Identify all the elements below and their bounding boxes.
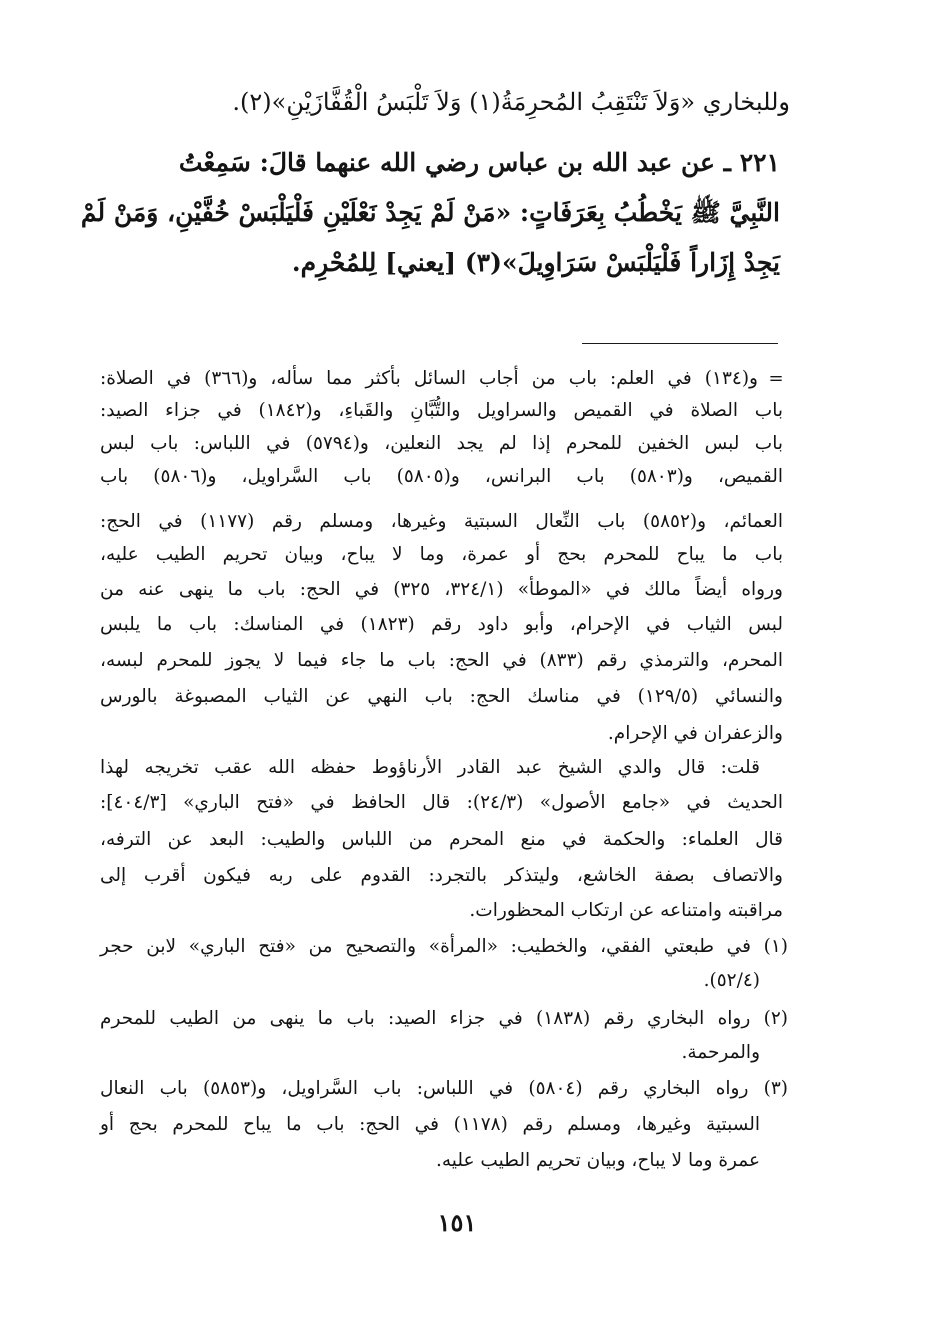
footnote-separator (582, 343, 778, 344)
footnote-3-line-3: عمرة وما لا يباح، وبيان تحريم الطيب عليه. (435, 1150, 760, 1171)
continuation-marker: = (768, 368, 784, 389)
page-number: ١٥١ (437, 1208, 477, 1237)
footnote-1-line-2: (٥٢/٤). (703, 970, 760, 991)
footnote-2-line-1: (٢) رواه البخاري رقم (١٨٣٨) في جزاء الصيد: باب ما ينهى من الطيب للمحرم (100, 1008, 788, 1029)
editor-note-line-5: مراقبته وامتناعه عن ارتكاب المحظورات. (469, 900, 783, 921)
footnote-1-line-1: (١) في طبعتي الفقي، والخطيب: «المرأة» والتصحيح من «فتح الباري» لابن حجر (100, 936, 788, 957)
intro-line: وللبخاري «وَلاَ تَنْتَقِبُ المُحرِمَةُ(١) وَلاَ تَلْبَسُ الْقُفَّازَيْنِ»(٢). (232, 88, 790, 116)
footnote-continuation-line-6: باب ما يباح للمحرم بحج أو عمرة، وما لا يباح، وبيان تحريم الطيب عليه، (100, 544, 783, 565)
footnote-continuation-line-1: و(١٣٤) في العلم: باب من أجاب السائل بأكثر مما سأله، و(٣٦٦) في الصلاة: (100, 368, 758, 389)
editor-note-line-2: الحديث في «جامع الأصول» (٢٤/٣): قال الحافظ في «فتح الباري» [٤٠٤/٣]: (100, 792, 783, 813)
footnote-continuation-line-11: والزعفران في الإحرام. (607, 723, 783, 744)
footnote-continuation-line-2: باب الصلاة في القميص والسراويل والتُّبَّانِ والقَباءِ، و(١٨٤٢) في جزاء الصيد: (100, 400, 783, 421)
hadith-line-1: ٢٢١ ـ عن عبد الله بن عباس رضي الله عنهما قالَ: سَمِعْتُ (178, 148, 780, 177)
editor-note-line-4: والاتصاف بصفة الخاشع، وليتذكر بالتجرد: القدوم على ربه فيكون أقرب إلى (100, 865, 783, 886)
footnote-continuation-line-3: باب لبس الخفين للمحرم إذا لم يجد النعلين، و(٥٧٩٤) في اللباس: باب لبس (100, 433, 783, 454)
footnote-2-line-2: والمرحمة. (681, 1042, 760, 1063)
editor-note-line-1: قلت: قال والدي الشيخ عبد القادر الأرناؤوط حفظه الله عقب تخريجه لهذا (100, 757, 760, 778)
footnote-continuation-line-7: ورواه أيضاً مالك في «الموطأ» (٣٢٤/١، ٣٢٥) في الحج: باب ما ينهى عنه من (100, 579, 783, 600)
footnote-continuation-line-10: والنسائي (١٢٩/٥) في مناسك الحج: باب النهي عن الثياب المصبوغة بالورس (100, 686, 783, 707)
footnote-continuation-line-4: القميص، و(٥٨٠٣) باب البرانس، و(٥٨٠٥) باب السَّراويل، و(٥٨٠٦) باب (100, 466, 783, 487)
footnote-continuation-line-8: لبس الثياب في الإحرام، وأبو داود رقم (١٨٢٣) في المناسك: باب ما يلبس (100, 614, 784, 635)
footnote-3-line-1: (٣) رواه البخاري رقم (٥٨٠٤) في اللباس: باب السَّراويل، و(٥٨٥٣) باب النعال (100, 1078, 789, 1099)
hadith-line-2: النَّبِيَّ ﷺ يَخْطُبُ بِعَرَفَاتٍ: «مَنْ لَمْ يَجِدْ نَعْلَيْنِ فَلْيَلْبَسْ خُفَّيْنِ، وَمَنْ لَمْ (80, 198, 780, 227)
footnote-3-line-2: السبتية وغيرها، ومسلم رقم (١١٧٨) في الحج: باب ما يباح للمحرم بحج أو (100, 1114, 760, 1135)
footnote-continuation-line-9: المحرم، والترمذي رقم (٨٣٣) في الحج: باب ما جاء فيما لا يجوز للمحرم لبسه، (100, 650, 783, 671)
footnote-continuation-line-5: العمائم، و(٥٨٥٢) باب النِّعال السبتية وغيرها، ومسلم رقم (١١٧٧) في الحج: (100, 511, 783, 532)
editor-note-line-3: قال العلماء: والحكمة في منع المحرم من اللباس والطيب: البعد عن الترفه، (100, 829, 783, 850)
hadith-line-3: يَجِدْ إِزَاراً فَلْيَلْبَسْ سَرَاوِيلَ»(٣) [يعني] لِلمُحْرِم. (291, 248, 780, 277)
